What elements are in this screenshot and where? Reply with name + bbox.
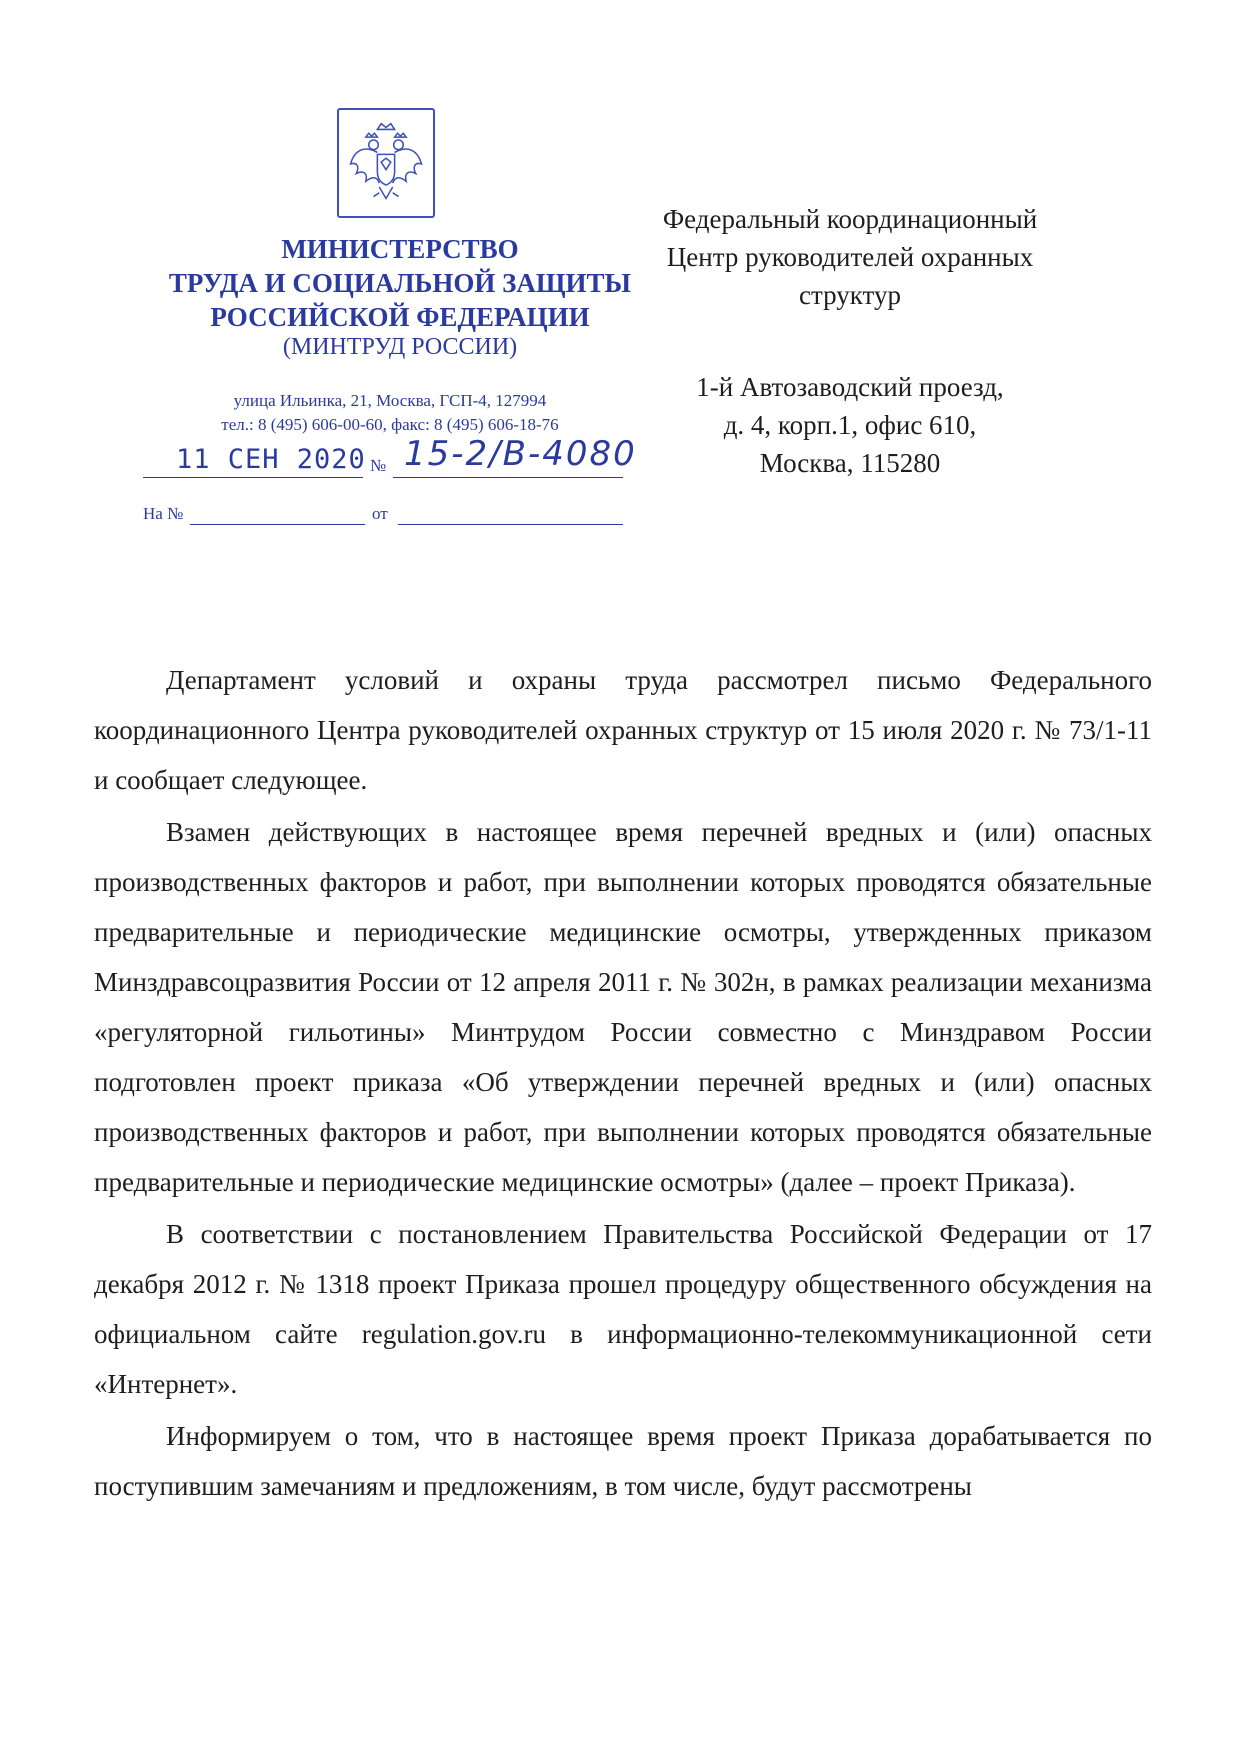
recipient-address2: д. 4, корп.1, офис 610, — [723, 410, 977, 440]
reference-label: На № — [143, 504, 184, 523]
body-paragraph-1: Департамент условий и охраны труда рассмотрел письмо Федерального координационного Центра руководителей охранных структур от 15 июля 2020 г. № 73/1-11 и сообщает следующее. — [94, 665, 1152, 795]
date-underline — [143, 477, 363, 478]
ministry-name-line1: МИНИСТЕРСТВО — [281, 234, 519, 264]
body-paragraph-2: Взамен действующих в настоящее время перечней вредных и (или) опасных производственных факторов и работ, при выполнении которых проводятся обязательные предварительные и периодические медицинские осмотры, утвержденных приказом Минздравсоцразвития России от 12 апреля 2011 г. № 302н, в рамках реализации механизма «регуляторной гильотины» Минтрудом России совместно с Минздравом России подготовлен проект приказа «Об утверждении перечней вредных и (или) опасных производственных факторов и работ, при выполнении которых проводятся обязательные предварительные и периодические медицинские осмотры» (далее – проект Приказа). — [94, 817, 1152, 1197]
from-underline — [398, 524, 623, 525]
recipient-line3: структур — [799, 280, 901, 310]
letter-body — [94, 655, 1152, 1513]
number-underline — [393, 477, 623, 478]
recipient-address1: 1-й Автозаводский проезд, — [696, 372, 1004, 402]
body-paragraph-4: Информируем о том, что в настоящее время проект Приказа дорабатывается по поступившим замечаниям и предложениям, в том числе, будут рассмотрены — [94, 1421, 1152, 1501]
recipient-address3: Москва, 115280 — [759, 448, 941, 478]
recipient-line1: Федеральный координационный — [662, 204, 1038, 234]
ministry-name-line3: РОССИЙСКОЙ ФЕДЕРАЦИИ — [210, 302, 590, 332]
registration-number: 15-2/В-4080 — [404, 434, 637, 474]
recipient-line2: Центр руководителей охранных — [666, 242, 1034, 272]
body-paragraph-3: В соответствии с постановлением Правительства Российской Федерации от 17 декабря 2012 г. № 1318 проект Приказа прошел процедуру общественного обсуждения на официальном сайте regulation.gov.ru в информационно-телекоммуникационной сети «Интернет». — [94, 1219, 1152, 1399]
registration-date-stamp: 11 СЕН 2020 — [176, 444, 366, 475]
ministry-short-name: (МИНТРУД РОССИИ) — [282, 334, 518, 360]
ministry-contacts: тел.: 8 (495) 606-00-60, факс: 8 (495) 606-18-76 — [221, 415, 559, 434]
ministry-name-line2: ТРУДА И СОЦИАЛЬНОЙ ЗАЩИТЫ — [168, 268, 632, 298]
coat-of-arms-icon — [337, 108, 435, 218]
reference-underline — [190, 524, 365, 525]
from-label: от — [372, 504, 388, 523]
number-label: № — [370, 456, 387, 475]
ministry-address: улица Ильинка, 21, Москва, ГСП-4, 127994 — [233, 391, 547, 410]
